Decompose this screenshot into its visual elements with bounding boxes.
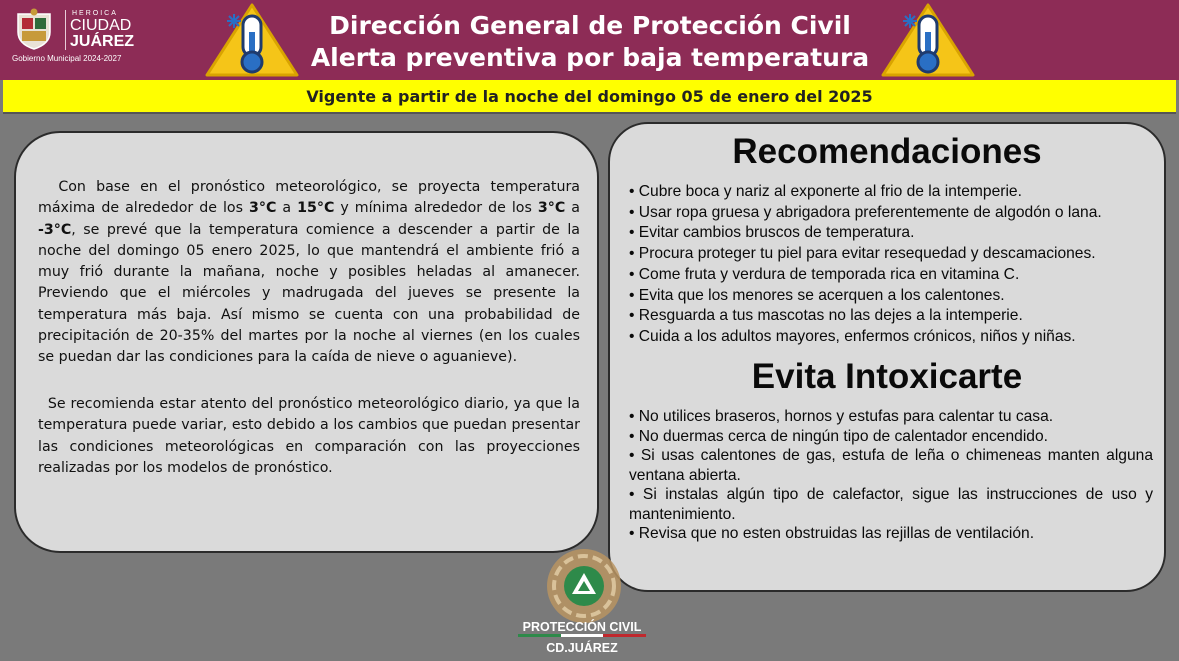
intoxication-heading: Evita Intoxicarte xyxy=(751,357,1023,396)
validity-text: Vigente a partir de la noche del domingo 05 de enero del 2025 xyxy=(306,87,873,106)
list-item: • No duermas cerca de ningún tipo de calentador encendido. xyxy=(629,427,1048,445)
temp-value: -3°C xyxy=(38,221,72,238)
temp-value: 3°C xyxy=(249,200,277,217)
list-item: • Procura proteger tu piel para evitar resequedad y descamaciones. xyxy=(629,245,1096,263)
recommendations-list xyxy=(629,182,1153,348)
footer-org-city: CD.JUÁREZ xyxy=(546,641,618,655)
coat-of-arms-icon xyxy=(14,8,54,50)
forecast-paragraph: Con base en el pronóstico meteorológico, se proyecta temperatura máxima de alrededor de los 3°C a 15°C y mínima alrededor de los 3°C a -3°C, se prevé que la temperatura comience a descender a partir de la noche del domingo 05 enero 2025, lo que mantendrá el ambiente frió a muy frió durante la mañana, noche y posibles heladas al amanecer. Previendo que el miércoles y madrugada del jueves se presente la temperatura más baja. Así mismo se cuenta con una probabilidad de precipitación de 20-35% del martes por la noche al viernes (en los cuales se puedan dar las condiciones para la caída de nieve o aguanieve). xyxy=(38,179,580,366)
list-item: • Usar ropa gruesa y abrigadora preferentemente de algodón o lana. xyxy=(629,203,1102,221)
thermometer-warning-icon xyxy=(880,2,976,78)
page-title: Dirección General de Protección Civil xyxy=(329,11,851,40)
logo-divider xyxy=(65,10,66,50)
page-subtitle: Alerta preventiva por baja temperatura xyxy=(310,43,870,72)
thermometer-warning-icon xyxy=(204,2,300,78)
flag-stripe xyxy=(518,634,646,637)
footer-org-name: PROTECCIÓN CIVIL xyxy=(522,620,642,634)
logo-ciudad-text: CIUDAD xyxy=(70,17,132,34)
validity-banner xyxy=(3,80,1176,114)
recommendations-panel xyxy=(608,122,1166,592)
forecast-panel xyxy=(14,131,599,553)
temp-value: 3°C xyxy=(537,200,566,217)
advice-paragraph: Se recomienda estar atento del pronóstico meteorológico diario, ya que la temperatura puede variar, esto debido a los cambios que puedan presentar las condiciones meteorológicas en comparación con las proyecciones realizadas por los modelos de pronóstico. xyxy=(38,396,580,476)
temp-value: 15°C xyxy=(297,200,335,217)
ciudad-juarez-logo xyxy=(8,4,148,66)
intoxication-list xyxy=(629,407,1153,544)
logo-heroica-text: HEROICA xyxy=(72,10,118,17)
list-item: • Cubre boca y nariz al exponerte al frio de la intemperie. xyxy=(629,183,1022,200)
list-item: • Evitar cambios bruscos de temperatura. xyxy=(629,224,915,242)
list-item: • Come fruta y verdura de temporada rica en vitamina C. xyxy=(629,265,1020,283)
list-item: • Si usas calentones de gas, estufa de leña o chimeneas manten alguna ventana abierta. xyxy=(629,447,1153,484)
logo-gobierno-text: Gobierno Municipal 2024-2027 xyxy=(12,54,122,63)
list-item: • Revisa que no esten obstruidas las rejillas de ventilación. xyxy=(629,525,1035,542)
list-item: • Evita que los menores se acerquen a los calentones. xyxy=(629,286,1005,304)
header-banner xyxy=(0,0,1179,80)
recommendations-heading: Recomendaciones xyxy=(732,132,1042,171)
logo-juarez-text: JUÁREZ xyxy=(70,33,135,50)
list-item: • Si instalas algún tipo de calefactor, sigue las instrucciones de uso y mantenimiento. xyxy=(629,486,1153,523)
list-item: • Cuida a los adultos mayores, enfermos crónicos, niños y niñas. xyxy=(629,327,1076,345)
list-item: • No utilices braseros, hornos y estufas para calentar tu casa. xyxy=(629,408,1054,425)
proteccion-civil-logo-icon xyxy=(545,547,623,625)
list-item: • Resguarda a tus mascotas no las dejes a la intemperie. xyxy=(629,307,1023,325)
